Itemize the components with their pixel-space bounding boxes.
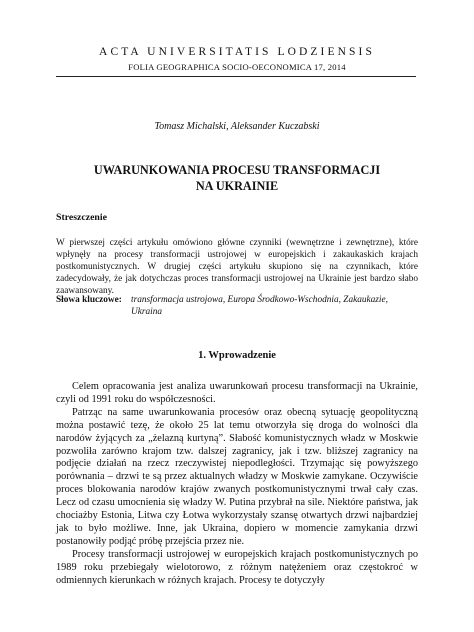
journal-title: ACTA UNIVERSITATIS LODZIENSIS	[99, 46, 375, 58]
keywords-label: Słowa kluczowe:	[56, 295, 122, 305]
body-text	[56, 381, 418, 588]
body-paragraph: Procesy transformacji ustrojowej w europejskich krajach postkomunistycznych po 1989 roku przebiegały wielotorowo, z różnym natężeniem oraz częstokroć w odmiennych kierunkach w różnych krajach. Procesy te dotyczyły	[56, 548, 418, 586]
journal-subtitle: FOLIA GEOGRAPHICA SOCIO-OECONOMICA 17, 2014	[128, 62, 346, 72]
article-authors: Tomasz Michalski, Aleksander Kuczabski	[154, 121, 320, 132]
article-title-line-2: NA UKRAINIE	[195, 179, 279, 193]
body-paragraph: Patrząc na same uwarunkowania procesów oraz obecną sytuację geopolityczną można postawić tezę, że około 25 lat temu otworzyła się droga do wolności dla narodów żyjących za „żelazną kurtyną”. Słabość komunistycznych władz w Moskwie pozwoliła zarówno krajom tzw. dalszej zagranicy, jak i tzw. bliższej zagranicy na podjęcie działań na rzecz rzeczywistej niepodległości. Trzymając się powyższego porównania – drzwi te są przez aktualnych władzy w Moskwie zamykane. Oczywiście proces blokowania narodów krajów zwanych postkomunistycznymi trwał cały czas. Lecz od czasu umocnienia się władzy W. Putina przybrał na sile. Niektóre państwa, jak chociażby Estonia, Litwa czy Łotwa wykorzystały szansę otwartych drzwi najbardziej jak to było możliwe. Inne, jak Ukraina, dopiero w momencie zamykania drzwi postanowiły podjąć próbę przejścia przez nie.	[56, 406, 418, 547]
keywords-text: transformacja ustrojowa, Europa Środkowo-Wschodnia, Zakaukazie, Ukraina	[131, 295, 388, 317]
abstract-heading: Streszczenie	[56, 212, 107, 223]
abstract-text: W pierwszej części artykułu omówiono główne czynniki (wewnętrzne i zewnętrzne), które wpłynęły na procesy transformacji ustrojowej w europejskich i zakaukaskich krajach postkomunistycznych. W drugiej części artykułu skupiono się na czynnikach, które zadecydowały, że jak dotychczas proces transformacji ustrojowej na Ukrainie jest bardzo słabo zaawansowany.	[56, 238, 418, 296]
section-title: 1. Wprowadzenie	[198, 350, 276, 361]
article-title-line-1: UWARUNKOWANIA PROCESU TRANSFORMACJI	[93, 163, 381, 177]
body-paragraph: Celem opracowania jest analiza uwarunkowań procesu transformacji na Ukrainie, czyli od 1991 roku do współczesności.	[56, 381, 418, 405]
header-rule	[56, 76, 416, 77]
